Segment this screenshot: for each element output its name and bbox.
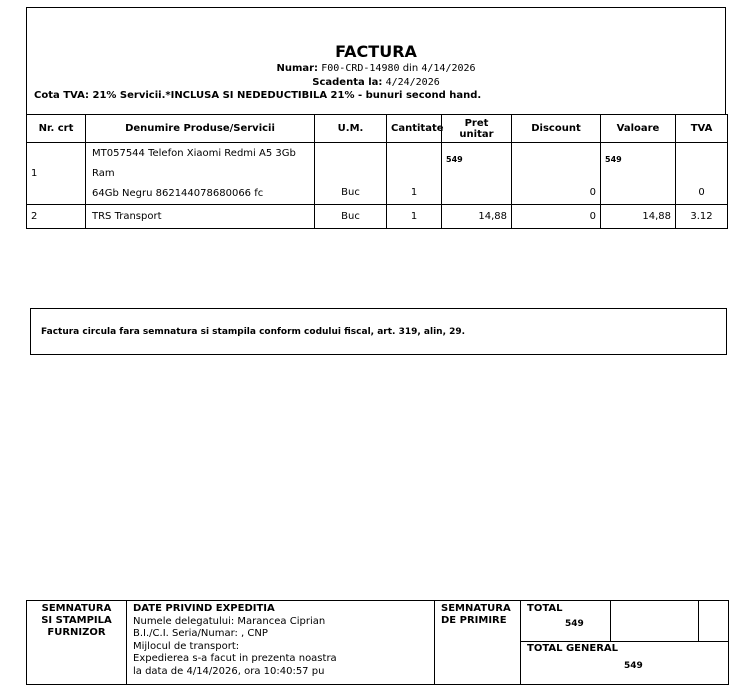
supplier-signature-label: SI STAMPILA: [41, 615, 112, 626]
number-date-prefix: din: [402, 63, 419, 74]
due-date-line: [27, 77, 725, 88]
row-um: Buc: [315, 143, 387, 205]
table-header-row: [27, 115, 728, 143]
number-label: Numar:: [276, 63, 319, 74]
col-nr: Nr. crt: [27, 115, 86, 143]
general-total-label: TOTAL GENERAL: [527, 643, 619, 654]
expedition-title: DATE PRIVIND EXPEDITIA: [133, 603, 275, 614]
row-unit-price: 549: [442, 143, 512, 205]
supplier-signature-label: SEMNATURA: [41, 603, 112, 614]
supplier-signature-label: FURNIZOR: [47, 627, 106, 638]
due-label: Scadenta la:: [312, 77, 383, 88]
col-discount: Discount: [512, 115, 601, 143]
totals-top-row: [521, 601, 728, 642]
product-line: MT057544 Telefon Xiaomi Redmi A5 3Gb Ram: [92, 147, 296, 179]
vat-note: Cota TVA: 21% Servicii.*INCLUSA SI NEDEDUCTIBILA 21% - bunuri second hand.: [34, 90, 482, 101]
general-total-value: 549: [624, 661, 643, 671]
col-unit-price: Pret unitar: [442, 115, 512, 143]
col-um: U.M.: [315, 115, 387, 143]
table-row: [27, 205, 728, 229]
invoice-footer: [26, 600, 729, 685]
col-value: Valoare: [601, 115, 676, 143]
row-unit-price: 14,88: [442, 205, 512, 229]
row-nr: 2: [27, 205, 86, 229]
totals-box: [521, 601, 728, 684]
total-empty-cell: [611, 601, 699, 641]
id-document: B.I./C.I. Seria/Numar: , CNP: [133, 628, 268, 639]
invoice-date: 4/14/2026: [421, 63, 476, 74]
col-vat: TVA: [676, 115, 728, 143]
row-qty: 1: [387, 205, 442, 229]
col-product: Denumire Produse/Servicii: [86, 115, 315, 143]
row-nr: 1: [27, 143, 86, 205]
expedition-statement: Expedierea s-a facut in prezenta noastra: [133, 653, 337, 664]
items-table: [26, 114, 728, 229]
row-vat: 3.12: [676, 205, 728, 229]
row-product: TRS Transport: [86, 205, 315, 229]
invoice-number-line: [27, 63, 725, 74]
invoice-title: FACTURA: [335, 42, 417, 61]
receipt-signature-box: [435, 601, 521, 684]
total-label: TOTAL: [527, 603, 563, 614]
delegate-name: Numele delegatului: Marancea Ciprian: [133, 615, 326, 627]
row-vat: 0: [676, 143, 728, 205]
row-product: [86, 143, 315, 205]
fiscal-notice: Factura circula fara semnatura si stampila conform codului fiscal, art. 319, alin, 29.: [30, 308, 727, 355]
expedition-datetime: la data de 4/14/2026, ora 10:40:57 pu: [133, 665, 325, 677]
invoice-number: F00-CRD-14980: [321, 63, 400, 74]
invoice-header: [26, 7, 726, 114]
row-value: 549: [601, 143, 676, 205]
due-date: 4/24/2026: [385, 77, 440, 88]
expedition-box: [127, 601, 435, 684]
table-row: [27, 143, 728, 205]
receipt-signature-label: SEMNATURA: [441, 603, 511, 614]
row-value: 14,88: [601, 205, 676, 229]
row-discount: 0: [512, 143, 601, 205]
row-um: Buc: [315, 205, 387, 229]
transport-means: Mijlocul de transport:: [133, 640, 240, 652]
col-qty: Cantitate: [387, 115, 442, 143]
supplier-signature-box: [27, 601, 127, 684]
row-qty: 1: [387, 143, 442, 205]
row-discount: 0: [512, 205, 601, 229]
receipt-signature-label: DE PRIMIRE: [441, 615, 507, 626]
total-cell: [521, 601, 611, 641]
product-line: 64Gb Negru 862144078680066 fc: [92, 187, 264, 199]
total-value: 549: [565, 619, 584, 629]
